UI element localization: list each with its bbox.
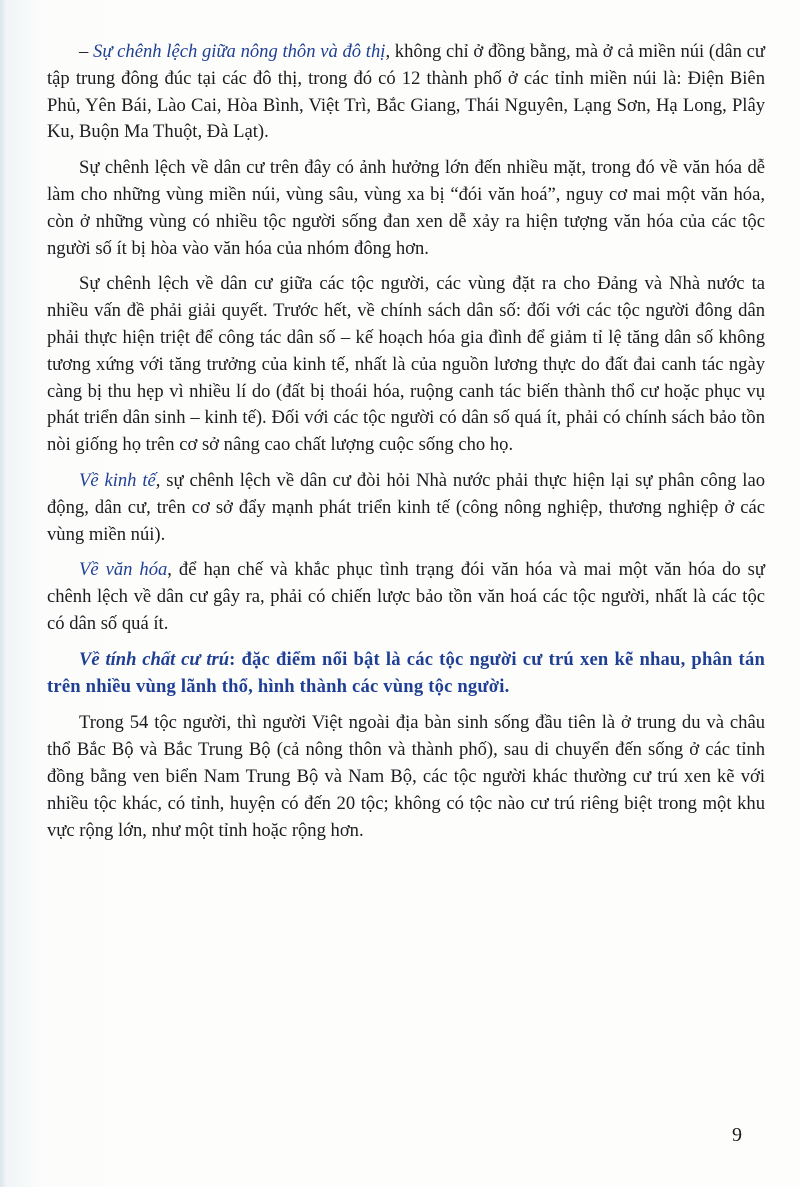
paragraph-cultural-impact: Sự chênh lệch về dân cư trên đây có ảnh hưởng lớn đến nhiều mặt, trong đó về văn hóa dễ làm cho những vùng miền núi, vùng sâu, vùng xa bị “đói văn hoá”, nguy cơ mai một văn hóa, còn ở những vùng có nhiều tộc người sống đan xen dễ xảy ra hiện tượng văn hóa của các tộc người số ít bị hòa vào văn hóa của nhóm đông hơn.	[47, 157, 765, 259]
paragraph-text: , không chỉ ở đồng bằng, mà ở cả miền núi (dân cư tập trung đông đúc tại các đô thị, trong đó có 12 thành phố ở các tỉnh miền núi là: Điện Biên Phủ, Yên Bái, Lào Cai, Hòa Bình, Việt Trì, Bắc Giang, Thái Nguyên, Lạng Sơn, Hạ Long, Plây Ku, Buộn Ma Thuột, Đà Lạt).	[47, 41, 765, 143]
paragraph-culture	[47, 557, 765, 637]
bold-paragraph-text: : đặc điểm nổi bật là các tộc người cư trú xen kẽ nhau, phân tán trên nhiều vùng lãnh thổ, hình thành các vùng tộc người.	[47, 648, 765, 697]
italic-heading-culture: Về văn hóa	[79, 559, 168, 581]
page-body-text	[47, 39, 765, 853]
scan-edge-shadow	[0, 0, 6, 1187]
bold-italic-heading-residence: Về tính chất cư trú	[79, 648, 230, 670]
italic-heading-urban-rural: Sự chênh lệch giữa nông thôn và đô thị	[93, 41, 386, 62]
paragraph-economy	[47, 468, 765, 548]
paragraph-residence-nature	[47, 647, 765, 701]
paragraph-urban-rural-gap	[47, 39, 765, 146]
paragraph-population-policy: Sự chênh lệch về dân cư giữa các tộc người, các vùng đặt ra cho Đảng và Nhà nước ta nhiều vấn đề phải giải quyết. Trước hết, về chính sách dân số: đối với các tộc người đông dân phải thực hiện triệt để công tác dân số – kế hoạch hóa gia đình để giảm tỉ lệ tăng dân số không tương xứng với tăng trưởng của kinh tế, nhất là của nguồn lương thực do đất đai canh tác ngày càng bị thu hẹp vì nhiều lí do (đất bị thoái hóa, ruộng canh tác biến thành thổ cư hoặc phục vụ phát triển dân sinh – kinh tế). Đối với các tộc người có dân số quá ít, phải có chính sách bảo tồn nòi giống họ trên cơ sở nâng cao chất lượng cuộc sống cho họ.	[47, 273, 765, 456]
paragraph-text: , để hạn chế và khắc phục tình trạng đói văn hóa và mai một văn hóa do sự chênh lệch về dân cư gây ra, phải có chiến lược bảo tồn văn hoá các tộc người, nhất là các tộc có dân số quá ít.	[47, 559, 765, 634]
paragraph-54-ethnic-groups: Trong 54 tộc người, thì người Việt ngoài địa bàn sinh sống đầu tiên là ở trung du và châu thổ Bắc Bộ và Bắc Trung Bộ (cả nông thôn và thành phố), sau di chuyển đến sống ở các tỉnh đồng bằng ven biển Nam Trung Bộ và Nam Bộ, các tộc người khác thường cư trú xen kẽ với nhiều tộc khác, có tỉnh, huyện có đến 20 tộc; không có tộc nào cư trú riêng biệt trong một khu vực rộng lớn, như một tỉnh hoặc rộng hơn.	[47, 712, 765, 841]
dash-prefix: –	[79, 41, 94, 62]
italic-heading-economy: Về kinh tế	[79, 469, 156, 491]
paragraph-text: , sự chênh lệch về dân cư đòi hỏi Nhà nước phải thực hiện lại sự phân công lao động, dân cư, trên cơ sở đẩy mạnh phát triển kinh tế (công nông nghiệp, thương nghiệp ở các vùng miền núi).	[47, 469, 765, 545]
page-number: 9	[732, 1124, 742, 1146]
